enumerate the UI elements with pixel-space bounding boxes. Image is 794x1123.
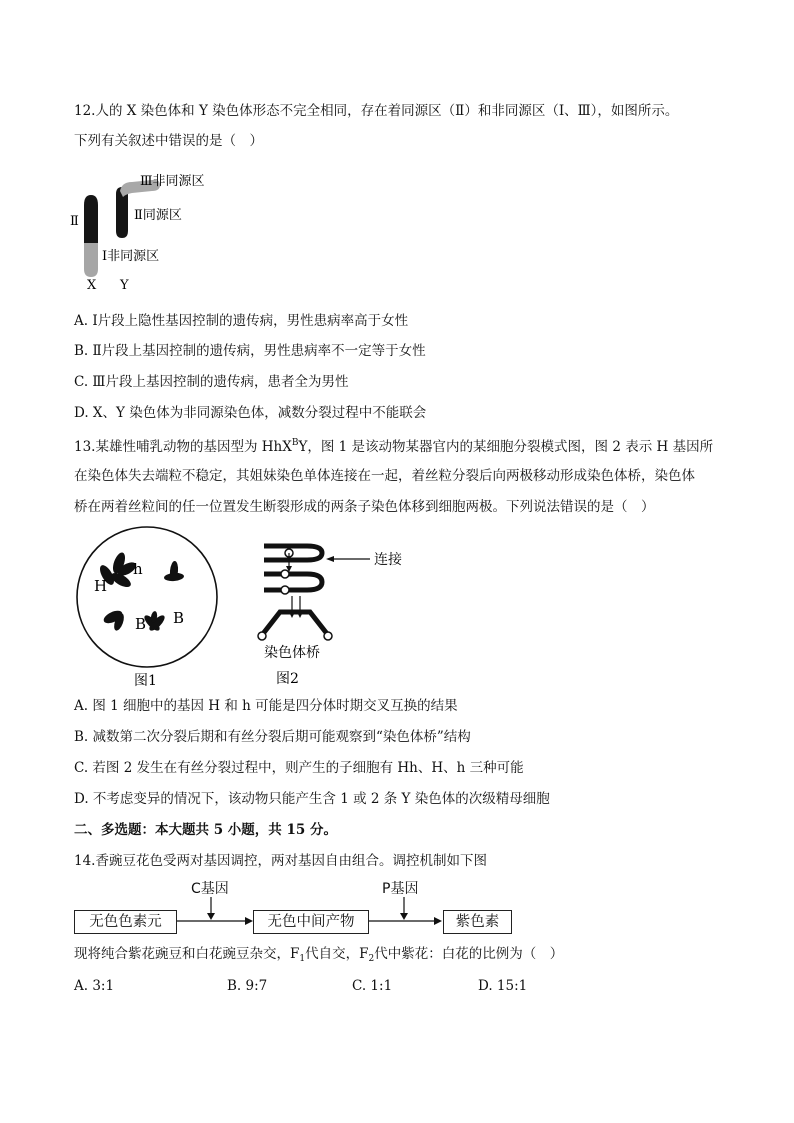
q13-stem-line1: 13.某雄性哺乳动物的基因型为 HhX$^B$Y，图 1 是该动物某器官内的某细胞分裂模式图，图 2 表示 H 基因所 [74, 438, 714, 455]
label-x: X [87, 278, 97, 293]
label-connect: 连接 [374, 552, 402, 568]
flow-box-purple-pigment: 紫色素 [443, 910, 512, 934]
q13-option-c: C. 若图 2 发生在有丝分裂过程中，则产生的子细胞有 Hh、H、h 三种可能 [74, 760, 524, 776]
label-iii-nonhomologous: Ⅲ非同源区 [140, 174, 205, 189]
flow-box-colorless-precursor: 无色色素元 [74, 910, 177, 934]
gene-label-h: h [133, 560, 143, 578]
q12-stem-line1: 12.人的 X 染色体和 Y 染色体形态不完全相同，存在着同源区（Ⅱ）和非同源区（Ⅰ、Ⅲ），如图所示。 [74, 103, 679, 119]
label-y: Y [120, 278, 129, 293]
figure1-cell-diagram [74, 525, 224, 690]
chromosome-bottom-left [102, 608, 126, 632]
q12-option-a: A. Ⅰ片段上隐性基因控制的遗传病，男性患病率高于女性 [74, 313, 409, 329]
q13-stem-line2: 在染色体失去端粒不稳定，其姐妹染色单体连接在一起，着丝粒分裂后向两极移动形成染色体桥，染色体 [74, 468, 695, 484]
q13-option-b: B. 减数第二次分裂后期和有丝分裂后期可能观察到“染色体桥”结构 [74, 729, 471, 745]
figure2-bridge-diagram [252, 530, 412, 690]
gene-label-B-left: B [135, 615, 147, 633]
label-chromosome-bridge: 染色体桥 [264, 645, 320, 661]
label-ii-homologous: Ⅱ同源区 [134, 208, 182, 223]
q14-option-a: A. 3:1 [74, 978, 115, 994]
label-c-gene: C基因 [191, 881, 229, 897]
q14-option-d: D. 15:1 [478, 978, 528, 994]
q14-stem-line2: 现将纯合紫花豌豆和白花豌豆杂交，$F_1$代自交，$F_2$代中紫花：白花的比例为（ ） [74, 946, 564, 964]
q13-option-d: D. 不考虑变异的情况下，该动物只能产生含 1 或 2 条 Y 染色体的次级精母细胞 [74, 791, 550, 807]
gene-label-H: H [94, 577, 108, 595]
q12-option-b: B. Ⅱ片段上基因控制的遗传病，男性患病率不一定等于女性 [74, 343, 426, 359]
figure1-caption: 图1 [134, 673, 157, 689]
q12-stem-line2: 下列有关叙述中错误的是（ ） [74, 133, 263, 149]
q13-option-a: A. 图 1 细胞中的基因 H 和 h 可能是四分体时期交叉互换的结果 [74, 698, 458, 714]
cell-membrane [77, 527, 217, 667]
flow-box-colorless-intermediate: 无色中间产物 [253, 910, 369, 934]
gene-label-B-right: B [173, 609, 185, 627]
xy-chromosome-figure [60, 165, 270, 295]
x-chromosome [84, 195, 98, 277]
label-i-nonhomologous: Ⅰ非同源区 [102, 249, 160, 264]
q12-option-c: C. Ⅲ片段上基因控制的遗传病，患者全为男性 [74, 374, 349, 390]
q13-stem-line3: 桥在两着丝粒间的任一位置发生断裂形成的两条子染色体移到细胞两极。下列说法错误的是（ ） [74, 499, 655, 515]
q12-option-d: D. X、Y 染色体为非同源染色体，减数分裂过程中不能联会 [74, 405, 427, 421]
chromosome-right [164, 561, 185, 582]
label-p-gene: P基因 [382, 881, 419, 897]
section-multiple-choice-header: 二、多选题：本大题共 5 小题，共 15 分。 [74, 822, 337, 838]
figure2-caption: 图2 [276, 671, 299, 687]
q14-stem-line1: 14.香豌豆花色受两对基因调控，两对基因自由组合。调控机制如下图 [74, 853, 487, 869]
label-ii-left: Ⅱ [70, 214, 79, 229]
q14-option-b: B. 9:7 [227, 978, 268, 994]
q14-option-c: C. 1:1 [352, 978, 393, 994]
